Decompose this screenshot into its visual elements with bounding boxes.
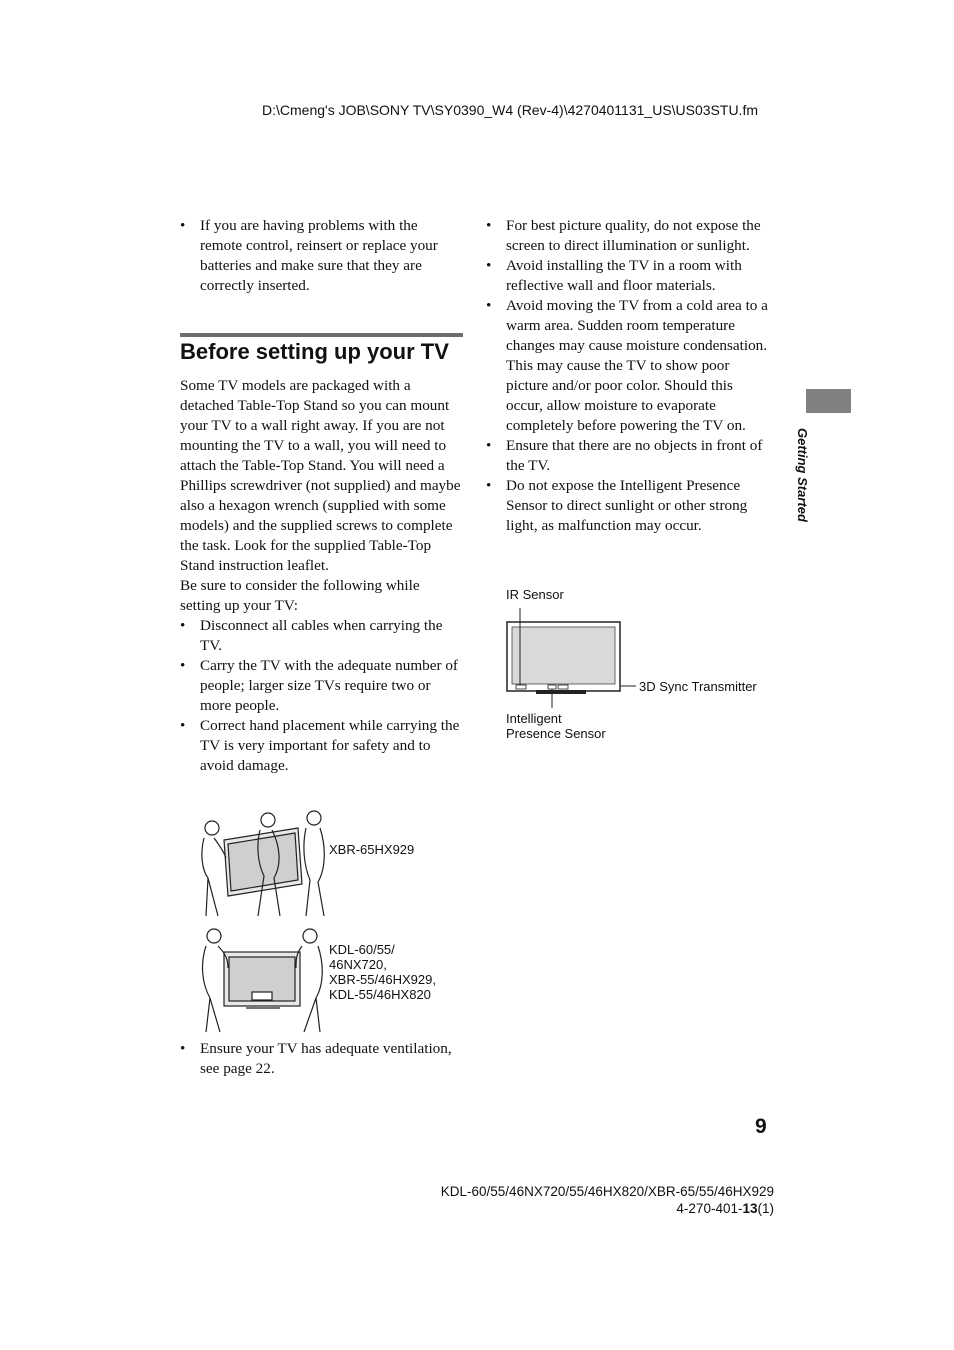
- list-item: • Ensure that there are no objects in front of the TV.: [486, 436, 769, 476]
- ir-sensor-marker: [516, 685, 526, 689]
- carrying-tv-three-people-illustration: [198, 806, 328, 918]
- list-item: • Avoid moving the TV from a cold area to a warm area. Sudden room temperature changes may cause moisture condensation. This may cause the TV to show poor picture and/or poor color. Should this occur, allow moisture to evaporate completely before powering the TV on.: [486, 296, 769, 436]
- list-item: • Disconnect all cables when carrying the TV.: [180, 616, 463, 656]
- left-body: [180, 376, 463, 776]
- footer-code-suffix: (1): [757, 1201, 774, 1216]
- page-number: 9: [755, 1115, 767, 1138]
- tv-stand-base: [536, 690, 586, 694]
- presence-sensor-label: [506, 711, 606, 741]
- list-item: • If you are having problems with the remote control, reinsert or replace your batteries and make sure that they are correctly inserted.: [180, 216, 463, 296]
- section-side-tab: [806, 389, 851, 413]
- list-item: • Ensure your TV has adequate ventilation, see page 22.: [180, 1039, 463, 1079]
- section-rule: [180, 333, 463, 337]
- footer-models: KDL-60/55/46NX720/55/46HX820/XBR-65/55/46HX929: [440, 1184, 774, 1199]
- right-bullet-list: [486, 216, 769, 536]
- figure-1-caption: XBR-65HX929: [329, 842, 415, 857]
- footer-code-prefix: 4-270-401-: [676, 1201, 743, 1216]
- section-title: Before setting up your TV: [180, 339, 449, 364]
- file-path-header: D:\Cmeng's JOB\SONY TV\SY0390_W4 (Rev-4)\4270401131_US\US03STU.fm: [262, 102, 759, 118]
- caption-line: XBR-55/46HX929,: [329, 972, 436, 987]
- footer-code-bold: 13: [742, 1201, 758, 1216]
- carrying-tv-two-people-illustration: [198, 924, 328, 1034]
- list-item: • Do not expose the Intelligent Presence Sensor to direct sunlight or other strong light, as malfunction may occur.: [486, 476, 769, 536]
- caption-line: KDL-55/46HX820: [329, 987, 431, 1002]
- caption-line: Presence Sensor: [506, 726, 606, 741]
- figure-2-caption: [329, 942, 436, 1002]
- intro-paragraph: Some TV models are packaged with a detached Table-Top Stand so you can mount your TV to a wall right away. If you are not mounting the TV to a wall, you will need to attach the Table-Top Stand. You will need a Phillips screwdriver (not supplied) and maybe also a hexagon wrench (supplied with some models) and the supplied screws to complete the task. Look for the supplied Table-Top Stand instruction leaflet.: [180, 377, 461, 574]
- setup-bullet-list: [180, 616, 463, 776]
- intro-bullet-list: [180, 216, 463, 296]
- tv-screen: [512, 627, 615, 684]
- caption-line: KDL-60/55/: [329, 942, 395, 957]
- sync-transmitter-label: 3D Sync Transmitter: [639, 679, 757, 694]
- caption-line: Intelligent: [506, 711, 562, 726]
- list-item: • Carry the TV with the adequate number of people; larger size TVs require two or more people.: [180, 656, 463, 716]
- footer-code: [676, 1201, 774, 1216]
- caption-line: 46NX720,: [329, 957, 387, 972]
- sync-transmitter-marker: [558, 685, 568, 689]
- presence-sensor-marker: [548, 685, 556, 689]
- tv-sensor-diagram: [500, 604, 640, 714]
- consider-paragraph: Be sure to consider the following while setting up your TV:: [180, 577, 420, 614]
- list-item: • Correct hand placement while carrying the TV is very important for safety and to avoid damage.: [180, 716, 463, 776]
- ir-sensor-label: IR Sensor: [506, 587, 564, 602]
- list-item: • Avoid installing the TV in a room with reflective wall and floor materials.: [486, 256, 769, 296]
- side-tab-text: Getting Started: [795, 428, 810, 522]
- list-item: • For best picture quality, do not expose the screen to direct illumination or sunlight.: [486, 216, 769, 256]
- ventilation-bullet-list: [180, 1039, 463, 1079]
